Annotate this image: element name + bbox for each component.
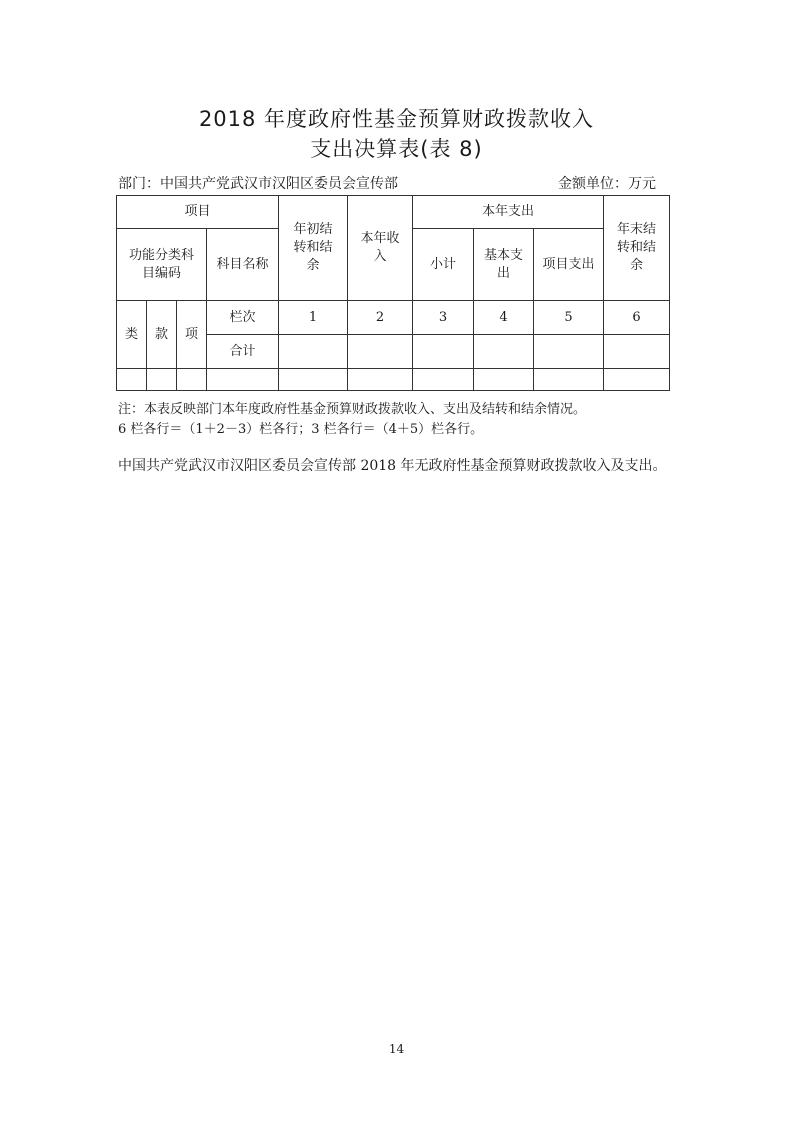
department-label: 部门：中国共产党武汉市汉阳区委员会宣传部 [118, 176, 398, 192]
table-cell [413, 335, 474, 369]
unit-label: 金额单位：万元 [558, 176, 656, 192]
header-basic-expense: 基本支出 [474, 229, 534, 301]
page-title: 2018 年度政府性基金预算财政拨款收入 [198, 107, 595, 131]
table-cell [177, 369, 207, 391]
budget-table [116, 195, 670, 391]
table-cell [474, 335, 534, 369]
total-label: 合计 [207, 335, 279, 369]
table-cell [207, 369, 279, 391]
column-number: 3 [413, 301, 474, 335]
column-number: 2 [348, 301, 413, 335]
header-kuan: 款 [147, 301, 177, 369]
table-cell [604, 369, 670, 391]
table-cell [279, 369, 348, 391]
header-project-expense: 项目支出 [534, 229, 604, 301]
table-cell [147, 369, 177, 391]
header-project: 项目 [117, 196, 279, 229]
column-number: 5 [534, 301, 604, 335]
table-cell [348, 335, 413, 369]
column-number: 4 [474, 301, 534, 335]
table-formula-note: 6 栏各行＝（1＋2－3）栏各行；3 栏各行＝（4＋5）栏各行。 [118, 422, 484, 437]
statement-paragraph: 中国共产党武汉市汉阳区委员会宣传部 2018 年无政府性基金预算财政拨款收入及支出。 [118, 458, 667, 474]
table-cell [604, 335, 670, 369]
column-number: 1 [279, 301, 348, 335]
column-number: 6 [604, 301, 670, 335]
table-cell [413, 369, 474, 391]
table-cell [348, 369, 413, 391]
table-cell [474, 369, 534, 391]
table-cell [279, 335, 348, 369]
header-year-income: 本年收入 [348, 196, 413, 301]
header-subject-name: 科目名称 [207, 229, 279, 301]
column-no-label: 栏次 [207, 301, 279, 335]
table-cell [534, 335, 604, 369]
header-func-code: 功能分类科目编码 [117, 229, 207, 301]
table-cell [534, 369, 604, 391]
header-lei: 类 [117, 301, 147, 369]
header-xiang: 项 [177, 301, 207, 369]
header-subtotal: 小计 [413, 229, 474, 301]
table-cell [117, 369, 147, 391]
page-title-line2: 支出决算表(表 8) [310, 137, 483, 161]
page-number: 14 [388, 1042, 405, 1056]
header-end-balance: 年末结转和结余 [604, 196, 670, 301]
table-note: 注：本表反映部门本年度政府性基金预算财政拨款收入、支出及结转和结余情况。 [118, 402, 587, 417]
header-year-expense: 本年支出 [413, 196, 604, 229]
header-begin-balance: 年初结转和结余 [279, 196, 348, 301]
